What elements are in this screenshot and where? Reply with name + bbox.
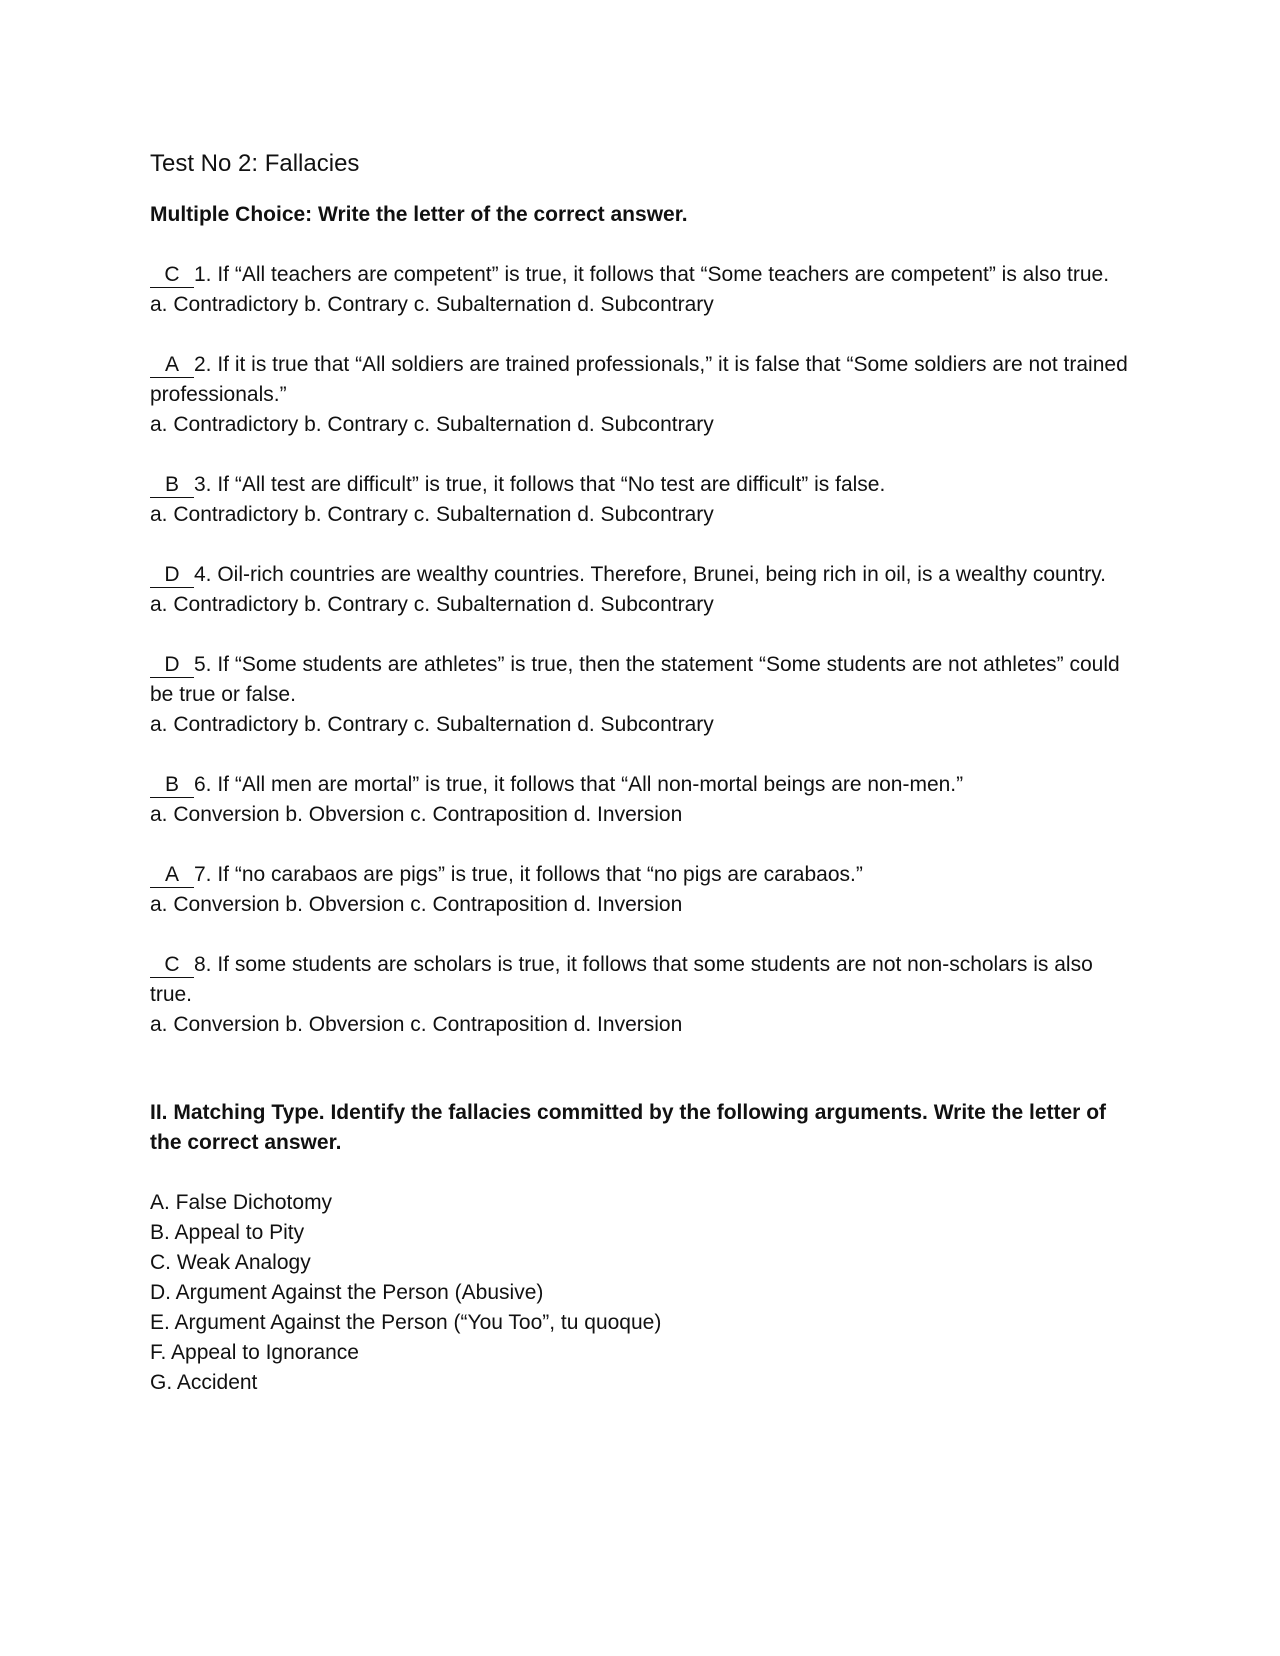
- question-choices: a. Conversion b. Obversion c. Contraposition d. Inversion: [150, 803, 683, 826]
- question-text: 6. If “All men are mortal” is true, it follows that “All non-mortal beings are non-men.”: [194, 773, 964, 796]
- question-text: 5. If “Some students are athletes” is true, then the statement “Some students are not athletes” could be true or false.: [150, 653, 1120, 706]
- question-choices: a. Contradictory b. Contrary c. Subalternation d. Subcontrary: [150, 713, 714, 736]
- answer-blank: D: [150, 653, 194, 678]
- multiple-choice-instruction: Multiple Choice: Write the letter of the correct answer.: [150, 203, 688, 226]
- question-text: 7. If “no carabaos are pigs” is true, it follows that “no pigs are carabaos.”: [194, 863, 863, 886]
- fallacy-option: F. Appeal to Ignorance: [150, 1341, 359, 1364]
- question-choices: a. Contradictory b. Contrary c. Subalternation d. Subcontrary: [150, 293, 714, 316]
- question-text: 2. If it is true that “All soldiers are trained professionals,” it is false that “Some soldiers are not trained professionals.”: [150, 353, 1128, 406]
- question-1: [150, 260, 1130, 320]
- fallacy-option: B. Appeal to Pity: [150, 1221, 305, 1244]
- answer-blank: C: [150, 263, 194, 288]
- fallacy-options-list: [150, 1188, 1130, 1398]
- document-page: [150, 148, 1130, 1398]
- question-3: [150, 470, 1130, 530]
- question-8: [150, 950, 1130, 1040]
- question-2: [150, 350, 1130, 440]
- page-title: Test No 2: Fallacies: [150, 150, 360, 177]
- answer-blank: C: [150, 953, 194, 978]
- question-text: 3. If “All test are difficult” is true, it follows that “No test are difficult” is false.: [194, 473, 886, 496]
- fallacy-option: D. Argument Against the Person (Abusive): [150, 1281, 544, 1304]
- fallacy-option: G. Accident: [150, 1371, 258, 1394]
- answer-blank: D: [150, 563, 194, 588]
- question-choices: a. Contradictory b. Contrary c. Subalternation d. Subcontrary: [150, 503, 714, 526]
- question-text: 8. If some students are scholars is true, it follows that some students are not non-scholars is also true.: [150, 953, 1093, 1006]
- question-text: 1. If “All teachers are competent” is true, it follows that “Some teachers are competent” is also true.: [194, 263, 1110, 286]
- question-text: 4. Oil-rich countries are wealthy countries. Therefore, Brunei, being rich in oil, is a wealthy country.: [194, 563, 1106, 586]
- question-choices: a. Contradictory b. Contrary c. Subalternation d. Subcontrary: [150, 413, 714, 436]
- fallacy-option: E. Argument Against the Person (“You Too”, tu quoque): [150, 1311, 662, 1334]
- matching-instruction: II. Matching Type. Identify the fallacies committed by the following arguments. Write the letter of the correct answer.: [150, 1101, 1107, 1154]
- answer-blank: A: [150, 863, 194, 888]
- fallacy-option: C. Weak Analogy: [150, 1251, 311, 1274]
- fallacy-option: A. False Dichotomy: [150, 1191, 333, 1214]
- question-choices: a. Conversion b. Obversion c. Contraposition d. Inversion: [150, 1013, 683, 1036]
- question-6: [150, 770, 1130, 830]
- question-7: [150, 860, 1130, 920]
- answer-blank: B: [150, 773, 194, 798]
- answer-blank: B: [150, 473, 194, 498]
- multiple-choice-list: [150, 260, 1130, 1040]
- answer-blank: A: [150, 353, 194, 378]
- question-4: [150, 560, 1130, 620]
- question-5: [150, 650, 1130, 740]
- question-choices: a. Conversion b. Obversion c. Contraposition d. Inversion: [150, 893, 683, 916]
- question-choices: a. Contradictory b. Contrary c. Subalternation d. Subcontrary: [150, 593, 714, 616]
